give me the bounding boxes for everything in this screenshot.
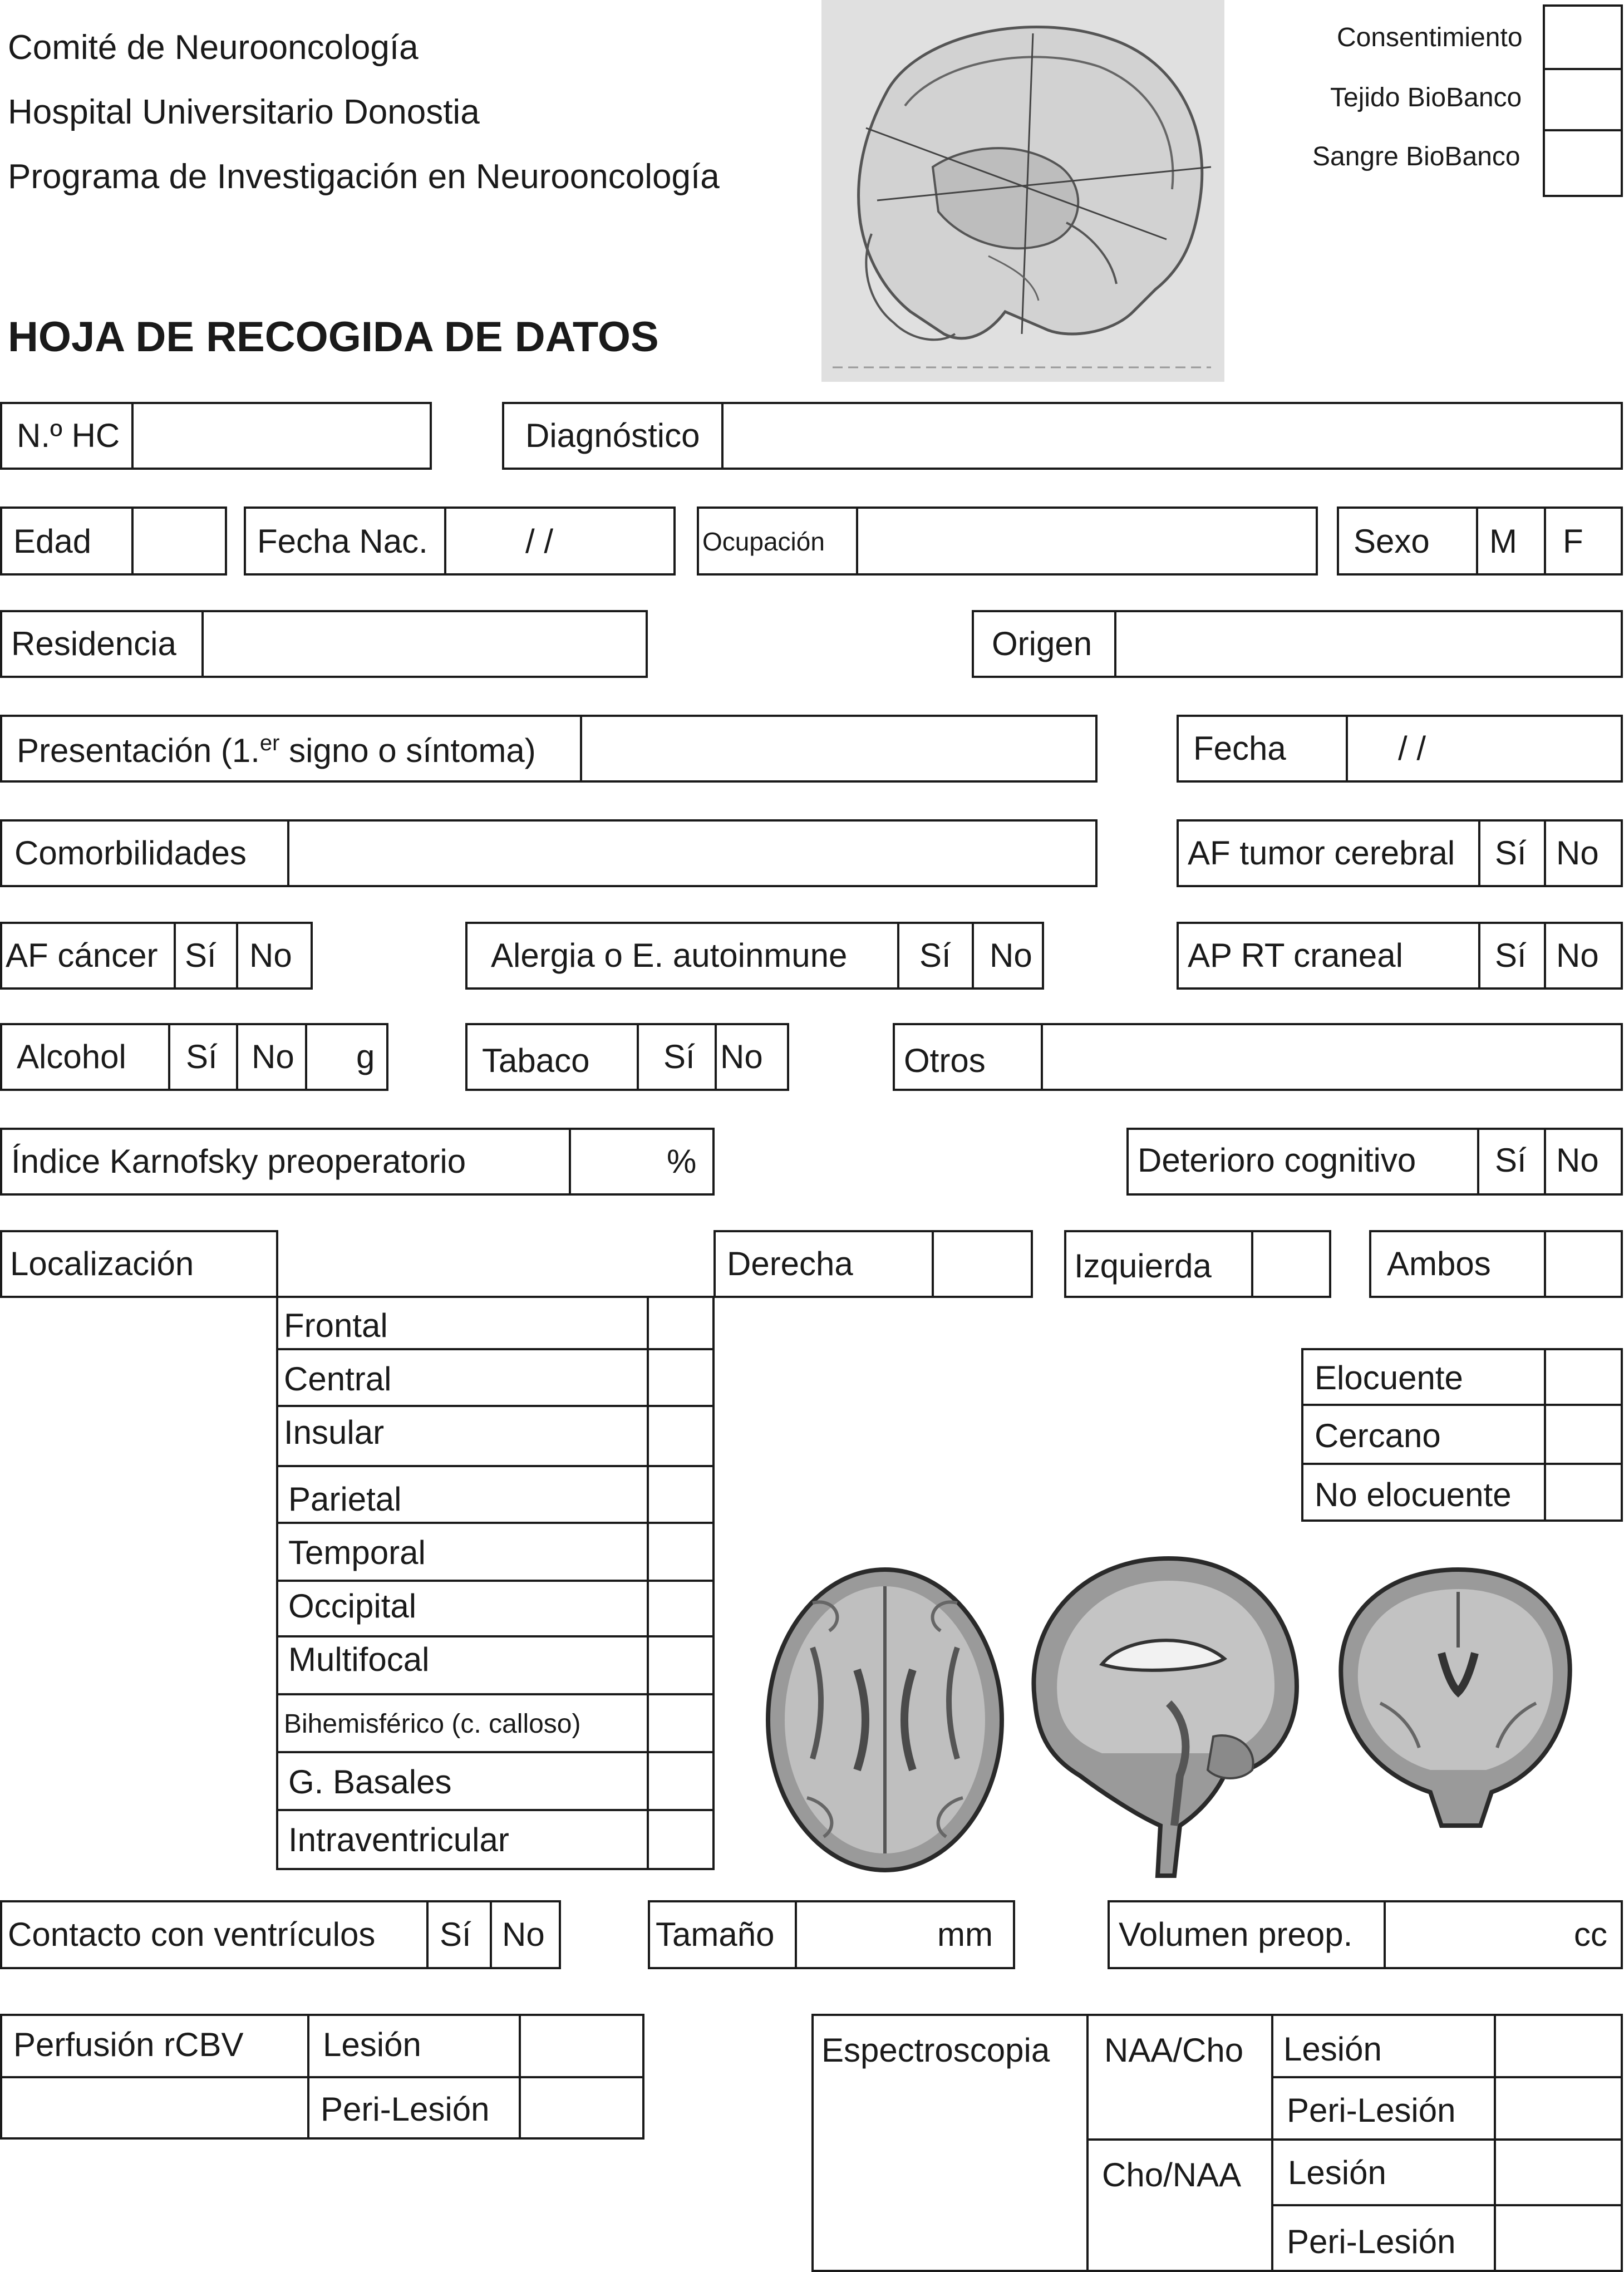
ap-rt-divider-1 [1478, 922, 1480, 990]
af-cancer-divider-1 [174, 922, 176, 990]
presentacion-label-sup: er [259, 731, 280, 755]
loc-frontal-label: Frontal [284, 1307, 388, 1344]
consentimiento-checkbox[interactable] [1543, 4, 1623, 70]
espectroscopia-divider-1 [1086, 2014, 1089, 2272]
alcohol-label: Alcohol [17, 1038, 126, 1075]
perfusion-row-line [0, 2076, 644, 2078]
alcohol-divider-2 [236, 1023, 238, 1091]
alergia-si-option[interactable]: Sí [919, 937, 951, 974]
loc-row-line-7 [276, 1693, 715, 1695]
eloquence-row-line-1 [1301, 1404, 1623, 1406]
naa-cho-lesion-label: Lesión [1283, 2030, 1382, 2068]
loc-row-line-6 [276, 1635, 715, 1637]
coronal-brain-image [1341, 1570, 1569, 1826]
alcohol-si-option[interactable]: Sí [186, 1038, 218, 1075]
comorbilidades-divider [287, 819, 289, 887]
karnofsky-label: Índice Karnofsky preoperatorio [11, 1143, 466, 1180]
nhc-divider [131, 402, 134, 470]
izquierda-label: Izquierda [1074, 1247, 1212, 1285]
presentacion-label [17, 732, 536, 768]
form-title: HOJA DE RECOGIDA DE DATOS [8, 313, 659, 361]
presentacion-divider [580, 715, 582, 783]
sexo-label: Sexo [1354, 523, 1430, 560]
ambos-label: Ambos [1387, 1245, 1491, 1282]
naa-cho-lesion-value[interactable] [1498, 2018, 1618, 2074]
fecha-divider [1346, 715, 1348, 783]
loc-insular-label: Insular [284, 1414, 385, 1451]
af-cancer-label: AF cáncer [6, 937, 158, 974]
cho-naa-peri-lesion-label: Peri-Lesión [1287, 2223, 1456, 2260]
loc-multifocal-label: Multifocal [288, 1641, 430, 1678]
perfusion-lesion-label: Lesión [323, 2026, 421, 2063]
karnofsky-divider [569, 1128, 571, 1196]
loc-occipital-label: Occipital [288, 1587, 417, 1625]
tejido-biobanco-label: Tejido BioBanco [1330, 83, 1522, 112]
espectroscopia-row-line-1 [1271, 2076, 1623, 2078]
institution-line-2: Hospital Universitario Donostia [8, 93, 480, 131]
sexo-divider-2 [1544, 506, 1546, 576]
fecha-nac-label: Fecha Nac. [257, 523, 428, 560]
tejido-biobanco-checkbox[interactable] [1543, 68, 1623, 131]
alcohol-divider-3 [305, 1023, 307, 1091]
presentacion-label-a: Presentación (1. [17, 732, 260, 769]
tabaco-no-option[interactable]: No [720, 1038, 763, 1075]
fecha-nac-divider [444, 506, 446, 576]
af-tumor-si-option[interactable]: Sí [1495, 834, 1527, 872]
espectroscopia-label: Espectroscopia [821, 2032, 1050, 2069]
loc-central-label: Central [284, 1360, 392, 1398]
volumen-divider [1384, 1900, 1386, 1969]
consentimiento-label: Consentimiento [1337, 23, 1523, 52]
espectroscopia-row-line-3 [1271, 2204, 1623, 2206]
institution-line-1: Comité de Neurooncología [8, 28, 419, 67]
loc-intraventricular-label: Intraventricular [288, 1821, 509, 1858]
loc-row-line-2 [276, 1405, 715, 1407]
ambos-divider [1544, 1230, 1546, 1298]
eloquence-row-line-2 [1301, 1463, 1623, 1465]
contacto-label: Contacto con ventrículos [8, 1916, 376, 1953]
loc-row-line-5 [276, 1580, 715, 1582]
alcohol-no-option[interactable]: No [252, 1038, 294, 1075]
ap-rt-no-option[interactable]: No [1556, 937, 1599, 974]
perfusion-lesion-value[interactable] [523, 2018, 640, 2074]
localizacion-list-divider [647, 1296, 649, 1870]
deterioro-no-option[interactable]: No [1556, 1142, 1599, 1179]
sagittal-brain-image [1034, 1558, 1297, 1876]
loc-row-line-4 [276, 1522, 715, 1524]
af-cancer-divider-2 [236, 922, 238, 990]
tabaco-divider-2 [715, 1023, 717, 1091]
no-elocuente-label: No elocuente [1315, 1476, 1512, 1513]
af-tumor-label: AF tumor cerebral [1188, 834, 1455, 872]
loc-g-basales-label: G. Basales [288, 1763, 452, 1801]
axial-brain-image [768, 1570, 1002, 1870]
sangre-biobanco-label: Sangre BioBanco [1312, 142, 1520, 171]
cho-naa-label: Cho/NAA [1102, 2156, 1242, 2194]
karnofsky-unit: % [667, 1143, 697, 1180]
loc-parietal-label: Parietal [288, 1481, 402, 1518]
tamano-label: Tamaño [656, 1916, 775, 1953]
alergia-label: Alergia o E. autoinmune [491, 937, 848, 974]
alergia-divider-1 [897, 922, 899, 990]
alcohol-divider-1 [168, 1023, 170, 1091]
loc-row-line-3 [276, 1465, 715, 1467]
fecha-nac-separators: / / [525, 523, 554, 560]
ap-rt-divider-2 [1544, 922, 1546, 990]
cho-naa-lesion-value[interactable] [1498, 2143, 1618, 2202]
cercano-label: Cercano [1315, 1417, 1441, 1454]
tamano-divider [795, 1900, 797, 1969]
sexo-m-option[interactable]: M [1489, 523, 1517, 560]
otros-label: Otros [904, 1042, 986, 1079]
loc-row-line-8 [276, 1751, 715, 1753]
sexo-f-option[interactable]: F [1563, 523, 1583, 560]
volumen-label: Volumen preop. [1119, 1916, 1353, 1953]
residencia-label: Residencia [11, 625, 176, 662]
ap-rt-label: AP RT craneal [1188, 937, 1403, 974]
loc-row-line-9 [276, 1809, 715, 1811]
alcohol-grams-unit[interactable]: g [356, 1038, 375, 1075]
nhc-label: N.º HC [17, 417, 120, 454]
sexo-divider-1 [1476, 506, 1478, 576]
cho-naa-lesion-label: Lesión [1288, 2154, 1386, 2191]
volumen-unit: cc [1574, 1916, 1607, 1953]
residencia-divider [201, 610, 204, 678]
contacto-si-option[interactable]: Sí [440, 1916, 471, 1953]
deterioro-label: Deterioro cognitivo [1138, 1142, 1416, 1179]
sangre-biobanco-checkbox[interactable] [1543, 129, 1623, 197]
naa-cho-peri-lesion-label: Peri-Lesión [1287, 2092, 1456, 2129]
af-cancer-si-option[interactable]: Sí [185, 937, 216, 974]
deterioro-si-option[interactable]: Sí [1495, 1142, 1527, 1179]
tamano-unit: mm [937, 1916, 993, 1953]
derecha-divider [932, 1230, 934, 1298]
comorbilidades-label: Comorbilidades [14, 834, 247, 872]
contacto-no-option[interactable]: No [502, 1916, 545, 1953]
af-tumor-divider-2 [1544, 819, 1546, 887]
fecha-label: Fecha [1193, 730, 1286, 767]
elocuente-label: Elocuente [1315, 1359, 1463, 1396]
localizacion-label: Localización [10, 1245, 194, 1282]
espectroscopia-divider-3 [1494, 2014, 1496, 2272]
espectroscopia-row-line-2 [1086, 2138, 1623, 2141]
edad-label: Edad [13, 523, 92, 560]
tabaco-divider-1 [637, 1023, 639, 1091]
loc-row-line-1 [276, 1348, 715, 1350]
tabaco-si-option[interactable]: Sí [663, 1038, 695, 1075]
af-tumor-divider-1 [1478, 819, 1480, 887]
af-cancer-no-option[interactable]: No [249, 937, 292, 974]
naa-cho-label: NAA/Cho [1104, 2032, 1244, 2069]
perfusion-peri-lesion-label: Peri-Lesión [321, 2091, 490, 2128]
otros-field[interactable] [893, 1023, 1623, 1091]
contacto-divider-1 [426, 1900, 429, 1969]
ocupacion-label: Ocupación [702, 527, 825, 556]
perfusion-peri-lesion-value[interactable] [523, 2081, 640, 2136]
naa-cho-peri-lesion-value[interactable] [1498, 2081, 1618, 2136]
presentacion-label-b: signo o síntoma) [279, 732, 536, 769]
cho-naa-peri-lesion-value[interactable] [1498, 2209, 1618, 2268]
fecha-separators: / / [1398, 730, 1426, 767]
loc-temporal-label: Temporal [288, 1534, 426, 1571]
deterioro-divider-2 [1544, 1128, 1546, 1196]
origen-label: Origen [992, 625, 1092, 662]
perfusion-label: Perfusión rCBV [13, 2026, 244, 2063]
skull-sketch-image [821, 0, 1224, 382]
institution-line-3: Programa de Investigación en Neurooncología [8, 158, 720, 196]
diagnostico-divider [721, 402, 724, 470]
derecha-label: Derecha [727, 1245, 853, 1282]
ocupacion-divider [856, 506, 858, 576]
izquierda-divider [1251, 1230, 1253, 1298]
espectroscopia-divider-2 [1271, 2014, 1273, 2272]
brain-mri-images [746, 1536, 1614, 1881]
alergia-no-option[interactable]: No [990, 937, 1032, 974]
contacto-divider-2 [490, 1900, 492, 1969]
edad-divider [131, 506, 134, 576]
deterioro-divider-1 [1477, 1128, 1479, 1196]
af-tumor-no-option[interactable]: No [1556, 834, 1599, 872]
tabaco-label: Tabaco [482, 1042, 590, 1079]
origen-divider [1114, 610, 1116, 678]
eloquence-divider [1544, 1348, 1546, 1522]
ap-rt-si-option[interactable]: Sí [1495, 937, 1527, 974]
otros-divider [1041, 1023, 1043, 1091]
loc-bihemisferico-label: Bihemisférico (c. calloso) [284, 1709, 581, 1739]
diagnostico-label: Diagnóstico [525, 417, 700, 454]
skull-sketch-drawing [821, 0, 1224, 382]
alergia-divider-2 [972, 922, 974, 990]
